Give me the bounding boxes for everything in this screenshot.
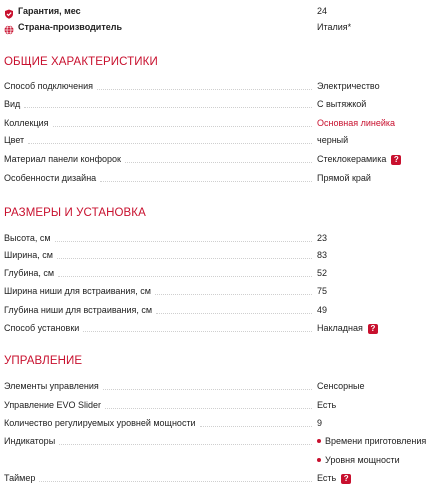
leader-dots	[59, 444, 312, 445]
spec-value	[317, 169, 371, 187]
help-icon[interactable]: ?	[341, 474, 351, 484]
leader-dots	[103, 389, 312, 390]
spec-value-text: С вытяжкой	[317, 99, 367, 109]
spec-value	[317, 246, 327, 264]
spec-value	[317, 264, 327, 282]
spec-row	[0, 150, 426, 168]
leader-dots	[39, 481, 312, 482]
spec-value-text: 9	[317, 418, 323, 428]
spec-value-text: Электричество	[317, 81, 380, 91]
spec-value	[317, 77, 380, 95]
spec-row	[0, 77, 426, 95]
spec-label: Глубина, см	[4, 268, 55, 278]
shield-check-icon	[4, 6, 14, 16]
spec-row	[0, 246, 426, 264]
spec-value-text: 75	[317, 286, 328, 296]
spec-row	[0, 264, 426, 282]
spec-value	[317, 229, 327, 247]
spec-row	[0, 301, 426, 319]
leader-dots	[58, 276, 312, 277]
indicator-item	[317, 432, 426, 450]
globe-icon	[4, 22, 14, 32]
indicator-label: Времени приготовления	[325, 436, 426, 446]
spec-label: Ширина, см	[4, 250, 53, 260]
spec-label: Вид	[4, 99, 21, 109]
spec-row-continuation	[0, 451, 426, 469]
spec-row	[0, 131, 426, 149]
leader-dots	[24, 107, 312, 108]
spec-value-text: Прямой край	[317, 173, 371, 183]
spec-row	[0, 432, 426, 450]
spec-value-text: Накладная	[317, 323, 363, 333]
spec-value	[317, 414, 322, 432]
spec-row	[0, 414, 426, 432]
spec-value	[317, 396, 336, 414]
spec-row	[0, 377, 426, 395]
help-icon[interactable]: ?	[391, 155, 401, 165]
leader-dots	[55, 241, 312, 242]
spec-value-text: Есть	[317, 400, 337, 410]
spec-value	[317, 377, 365, 395]
spec-label: Индикаторы	[4, 436, 56, 446]
spec-label: Материал панели конфорок	[4, 154, 121, 164]
leader-dots	[156, 313, 312, 314]
spec-value-text: Стеклокерамика	[317, 154, 387, 164]
indicator-item	[317, 451, 400, 469]
spec-value: 24	[317, 6, 328, 16]
spec-label: Особенности дизайна	[4, 173, 97, 183]
spec-label: Гарантия, мес	[18, 6, 81, 16]
spec-row	[0, 114, 426, 132]
section-title: ОБЩИЕ ХАРАКТЕРИСТИКИ	[4, 56, 158, 68]
section-title: РАЗМЕРЫ И УСТАНОВКА	[4, 207, 146, 219]
spec-value	[317, 319, 378, 337]
bullet-icon	[317, 439, 321, 443]
spec-label: Страна-производитель	[18, 22, 122, 32]
spec-value-text: 23	[317, 233, 328, 243]
leader-dots	[100, 181, 312, 182]
spec-row	[0, 319, 426, 337]
spec-row	[0, 396, 426, 414]
spec-value	[317, 131, 348, 149]
leader-dots	[155, 294, 312, 295]
spec-label: Глубина ниши для встраивания, см	[4, 305, 153, 315]
spec-value-text: 49	[317, 305, 328, 315]
leader-dots	[57, 258, 312, 259]
spec-label: Способ установки	[4, 323, 80, 333]
spec-row	[0, 469, 426, 487]
help-icon[interactable]: ?	[368, 324, 378, 334]
section-title: УПРАВЛЕНИЕ	[4, 355, 83, 367]
spec-value-text[interactable]: Основная линейка	[317, 118, 396, 128]
spec-value-text: черный	[317, 135, 349, 145]
spec-label: Высота, см	[4, 233, 51, 243]
spec-label: Таймер	[4, 473, 36, 483]
spec-label: Цвет	[4, 135, 25, 145]
spec-label: Количество регулируемых уровней мощности	[4, 418, 196, 428]
spec-value: Италия*	[317, 22, 352, 32]
spec-value	[317, 469, 351, 487]
spec-row-top	[0, 18, 426, 36]
leader-dots	[200, 426, 312, 427]
spec-label: Ширина ниши для встраивания, см	[4, 286, 151, 296]
spec-value	[317, 150, 401, 168]
spec-label: Элементы управления	[4, 381, 99, 391]
indicator-label: Уровня мощности	[325, 455, 400, 465]
leader-dots	[53, 126, 312, 127]
leader-dots	[83, 331, 312, 332]
spec-value-text: 83	[317, 250, 328, 260]
spec-row	[0, 229, 426, 247]
spec-value-text: 52	[317, 268, 328, 278]
spec-value	[317, 301, 327, 319]
spec-row	[0, 282, 426, 300]
spec-label: Способ подключения	[4, 81, 93, 91]
leader-dots	[97, 89, 312, 90]
spec-label: Управление EVO Slider	[4, 400, 102, 410]
spec-label: Коллекция	[4, 118, 49, 128]
spec-value-text: Есть	[317, 473, 337, 483]
spec-value	[317, 282, 327, 300]
bullet-icon	[317, 458, 321, 462]
spec-row	[0, 169, 426, 187]
spec-row	[0, 95, 426, 113]
spec-value-text: Сенсорные	[317, 381, 365, 391]
leader-dots	[125, 162, 312, 163]
spec-value	[317, 95, 366, 113]
collection-link[interactable]	[317, 114, 395, 132]
leader-dots	[105, 408, 312, 409]
leader-dots	[28, 143, 312, 144]
